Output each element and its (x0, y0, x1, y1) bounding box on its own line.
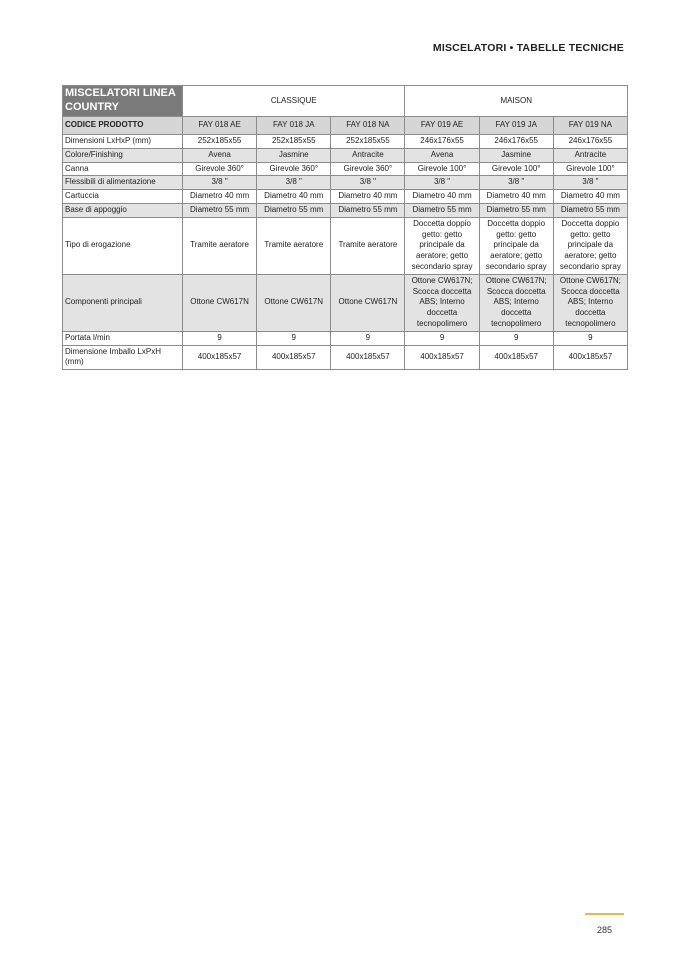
table-cell: Antracite (331, 148, 405, 162)
table-row (63, 331, 628, 345)
group-maison: MAISON (405, 86, 628, 117)
table-cell: Diametro 55 mm (553, 203, 627, 217)
table-cell: Tramite aeratore (183, 217, 257, 274)
table-cell: Diametro 55 mm (257, 203, 331, 217)
table-cell: Diametro 40 mm (479, 190, 553, 204)
table-cell: Doccetta doppio getto: getto principale da aeratore; getto secondario spray (479, 217, 553, 274)
table-cell: Diametro 40 mm (405, 190, 479, 204)
table-cell: 9 (331, 331, 405, 345)
table-cell: 252x185x55 (257, 135, 331, 149)
page-header-title: MISCELATORI • TABELLE TECNICHE (432, 42, 624, 54)
row-label: Canna (63, 162, 183, 176)
table-cell: Diametro 40 mm (183, 190, 257, 204)
table-cell: 9 (479, 331, 553, 345)
table-cell: Diametro 55 mm (479, 203, 553, 217)
table-cell: 400x185x57 (331, 345, 405, 370)
group-classique: CLASSIQUE (183, 86, 405, 117)
table-cell: 246x176x55 (553, 135, 627, 149)
table-cell: 3/8 " (405, 176, 479, 190)
table-cell: 3/8 " (479, 176, 553, 190)
table-cell: 400x185x57 (553, 345, 627, 370)
table-cell: Avena (183, 148, 257, 162)
table-cell: 3/8 " (257, 176, 331, 190)
table-cell: Avena (405, 148, 479, 162)
table-cell: Girevole 100° (479, 162, 553, 176)
table-cell: Jasmine (479, 148, 553, 162)
table-cell: 9 (553, 331, 627, 345)
row-label: Dimensioni LxHxP (mm) (63, 135, 183, 149)
table-row (63, 203, 628, 217)
table-cell: Diametro 55 mm (405, 203, 479, 217)
spec-rows (63, 135, 628, 370)
row-label: Componenti principali (63, 274, 183, 331)
table-cell: Doccetta doppio getto: getto principale da aeratore; getto secondario spray (405, 217, 479, 274)
row-label: Flessibili di alimentazione (63, 176, 183, 190)
table-title-row (63, 86, 628, 117)
table-cell: Doccetta doppio getto: getto principale da aeratore; getto secondario spray (553, 217, 627, 274)
table-cell: 400x185x57 (405, 345, 479, 370)
table-row (63, 135, 628, 149)
spec-table (62, 85, 628, 370)
table-cell: Ottone CW617N (257, 274, 331, 331)
table-cell: 246x176x55 (479, 135, 553, 149)
table-cell: 3/8 " (183, 176, 257, 190)
product-code-row (63, 117, 628, 135)
table-cell: Girevole 360° (331, 162, 405, 176)
table-cell: Ottone CW617N (331, 274, 405, 331)
table-row (63, 274, 628, 331)
table-cell: 9 (405, 331, 479, 345)
table-cell: Antracite (553, 148, 627, 162)
product-code: FAY 018 AE (183, 117, 257, 135)
product-code: FAY 019 JA (479, 117, 553, 135)
table-cell: Girevole 360° (257, 162, 331, 176)
table-cell: Diametro 40 mm (553, 190, 627, 204)
table-cell: Diametro 40 mm (257, 190, 331, 204)
table-cell: Jasmine (257, 148, 331, 162)
table-cell: Girevole 100° (405, 162, 479, 176)
table-title: MISCELATORI LINEA COUNTRY (63, 86, 183, 117)
product-code: FAY 019 AE (405, 117, 479, 135)
table-cell: 9 (257, 331, 331, 345)
table-cell: 400x185x57 (257, 345, 331, 370)
page-number: 285 (596, 925, 613, 935)
row-label: Tipo di erogazione (63, 217, 183, 274)
table-cell: Girevole 360° (183, 162, 257, 176)
table-cell: 9 (183, 331, 257, 345)
table-cell: Diametro 40 mm (331, 190, 405, 204)
table-row (63, 190, 628, 204)
table-cell: Ottone CW617N (183, 274, 257, 331)
row-label: Dimensione Imballo LxPxH (mm) (63, 345, 183, 370)
table-cell: 252x185x55 (183, 135, 257, 149)
table-cell: 246x176x55 (405, 135, 479, 149)
table-row (63, 148, 628, 162)
table-cell: 400x185x57 (183, 345, 257, 370)
table-cell: Ottone CW617N; Scocca doccetta ABS; Interno doccetta tecnopolimero (479, 274, 553, 331)
table-cell: Diametro 55 mm (331, 203, 405, 217)
footer-accent-line (585, 913, 624, 915)
table-cell: 252x185x55 (331, 135, 405, 149)
row-label: Portata l/min (63, 331, 183, 345)
row-label: Base di appoggio (63, 203, 183, 217)
product-code: FAY 018 NA (331, 117, 405, 135)
table-row (63, 217, 628, 274)
table-row (63, 162, 628, 176)
row-label: Cartuccia (63, 190, 183, 204)
product-code: FAY 018 JA (257, 117, 331, 135)
product-code-label: CODICE PRODOTTO (63, 117, 183, 135)
product-code: FAY 019 NA (553, 117, 627, 135)
table-row (63, 345, 628, 370)
table-cell: Diametro 55 mm (183, 203, 257, 217)
row-label: Colore/Finishing (63, 148, 183, 162)
table-cell: 3/8 " (553, 176, 627, 190)
table-cell: 3/8 " (331, 176, 405, 190)
table-cell: Tramite aeratore (257, 217, 331, 274)
table-cell: Tramite aeratore (331, 217, 405, 274)
table-cell: Ottone CW617N; Scocca doccetta ABS; Interno doccetta tecnopolimero (405, 274, 479, 331)
table-cell: 400x185x57 (479, 345, 553, 370)
table-row (63, 176, 628, 190)
table-cell: Ottone CW617N; Scocca doccetta ABS; Interno doccetta tecnopolimero (553, 274, 627, 331)
table-cell: Girevole 100° (553, 162, 627, 176)
